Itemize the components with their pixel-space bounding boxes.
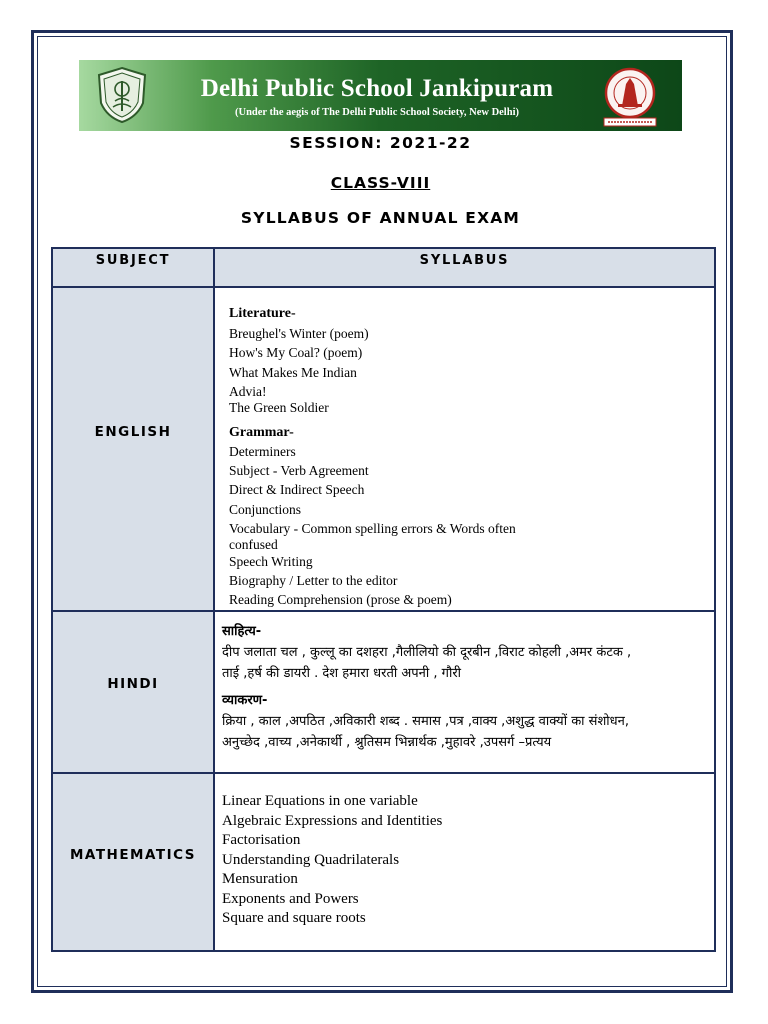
hindi-syllabus [222, 621, 631, 753]
list-item: Vocabulary - Common spelling errors & Words often [229, 520, 516, 536]
list-item: Conjunctions [229, 501, 302, 517]
syllabus-column-header: SYLLABUS [419, 253, 510, 268]
school-name: Delhi Public School Jankipuram [200, 75, 554, 102]
list-item: ताई ,हर्ष की डायरी . देश हमारा धरती अपनी , गौरी [222, 666, 462, 681]
subject-column-header: SUBJECT [95, 253, 171, 268]
subject-english: ENGLISH [94, 424, 172, 440]
grammar-heading: Grammar- [229, 424, 294, 440]
column-divider [213, 247, 215, 952]
list-item: Algebraic Expressions and Identities [222, 812, 443, 829]
vyakaran-heading: व्याकरण- [222, 693, 268, 708]
subject-hindi: HINDI [107, 676, 159, 692]
subject-mathematics: MATHEMATICS [69, 847, 196, 863]
list-item: confused [229, 536, 278, 552]
list-item: क्रिया , काल ,अपठित ,अविकारी शब्द . समास ,पत्र ,वाक्य ,अशुद्ध वाक्यों का संशोधन, [222, 714, 630, 729]
session-heading: SESSION: 2021-22 [289, 134, 472, 152]
english-syllabus [229, 304, 516, 609]
list-item: Speech Writing [229, 553, 313, 569]
list-item: How's My Coal? (poem) [229, 345, 363, 361]
dps-emblem-icon [93, 65, 151, 125]
list-item: Understanding Quadrilaterals [222, 851, 400, 868]
row-divider [51, 772, 716, 774]
school-subtitle: (Under the aegis of The Delhi Public School Society, New Delhi) [235, 107, 519, 118]
sahitya-heading: साहित्य- [222, 624, 262, 639]
list-item: Determiners [229, 444, 296, 460]
row-divider [51, 286, 716, 288]
list-item: अनुच्छेद ,वाच्य ,अनेकार्थी , श्रुतिसम भिन्नार्थक ,मुहावरे ,उपसर्ग –प्रत्यय [222, 735, 552, 750]
list-item: Square and square roots [222, 910, 366, 926]
list-item: Factorisation [222, 832, 301, 848]
list-item: Biography / Letter to the editor [229, 573, 398, 589]
list-item: Mensuration [222, 871, 298, 887]
literature-heading: Literature- [229, 306, 296, 321]
row-divider [51, 610, 716, 612]
school-banner [79, 60, 682, 131]
list-item: The Green Soldier [229, 399, 329, 415]
class-heading: CLASS-VIII [330, 174, 431, 192]
list-item: दीप जलाता चल , कुल्लू का दशहरा ,गैलीलियो की दूरबीन ,विराट कोहली ,अमर कंटक , [222, 645, 632, 660]
syllabus-title: SYLLABUS OF ANNUAL EXAM [240, 209, 521, 227]
list-item: Advia! [229, 383, 267, 399]
mathematics-syllabus [222, 792, 442, 929]
list-item: Direct & Indirect Speech [229, 482, 365, 498]
list-item: Reading Comprehension (prose & poem) [229, 592, 452, 608]
list-item: Subject - Verb Agreement [229, 463, 369, 479]
superhouse-group-logo-icon [596, 66, 664, 128]
list-item: Linear Equations in one variable [222, 793, 418, 809]
list-item: Exponents and Powers [222, 890, 359, 907]
list-item: Breughel's Winter (poem) [229, 326, 369, 342]
list-item: What Makes Me Indian [229, 364, 357, 380]
